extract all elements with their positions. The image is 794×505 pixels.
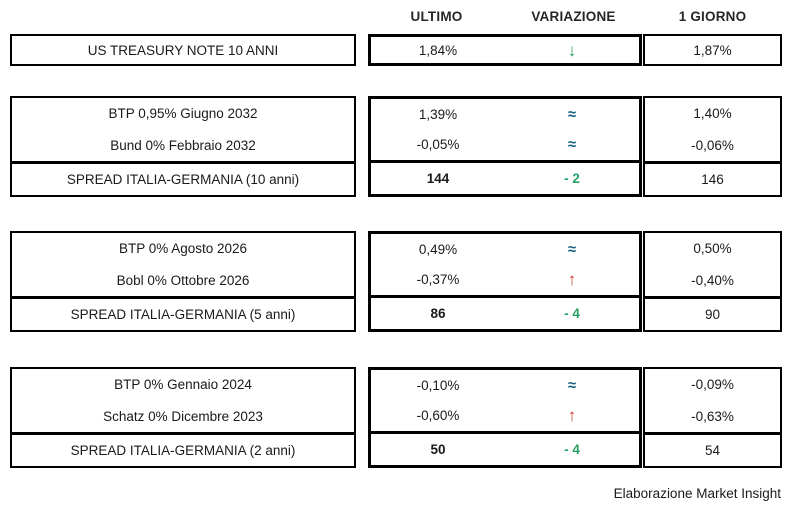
spread-ultimo-value: 144 <box>426 171 450 186</box>
giorno-value: 1,40% <box>693 106 732 122</box>
table-row <box>12 369 354 401</box>
spread-giorno-value: 90 <box>704 307 721 322</box>
spread-label: SPREAD ITALIA-GERMANIA (5 anni) <box>70 307 296 322</box>
section-us-treasury-values <box>368 34 642 66</box>
spread-row <box>645 161 780 195</box>
spread-row <box>645 432 780 466</box>
instrument-label: BTP 0% Agosto 2026 <box>118 241 248 257</box>
table-row <box>645 265 780 297</box>
instrument-label: US TREASURY NOTE 10 ANNI <box>87 42 279 58</box>
section-2anni-values <box>368 367 642 468</box>
table-row <box>12 401 354 433</box>
down-arrow-icon: ↓ <box>567 40 577 60</box>
spread-giorno-value: 146 <box>701 172 724 187</box>
instrument-label: Bobl 0% Ottobre 2026 <box>116 272 250 288</box>
table-row <box>645 130 780 162</box>
table-row <box>645 401 780 433</box>
section-10anni-labels <box>10 96 356 197</box>
column-header-variazione: VARIAZIONE <box>531 9 616 24</box>
approx-icon: ≈ <box>567 240 577 258</box>
table-row <box>12 265 354 297</box>
instrument-label: BTP 0,95% Giugno 2032 <box>108 106 258 122</box>
table-row <box>12 98 354 130</box>
ultimo-value: -0,05% <box>416 137 460 153</box>
giorno-value: -0,09% <box>691 377 734 393</box>
approx-icon: ≈ <box>567 376 577 394</box>
spread-row <box>12 296 354 330</box>
table-row <box>371 99 639 130</box>
section-5anni-labels <box>10 231 356 332</box>
giorno-value: -0,40% <box>691 272 734 288</box>
giorno-value: -0,63% <box>691 408 734 424</box>
table-row <box>12 130 354 162</box>
section-us-treasury-1giorno <box>643 34 782 66</box>
spread-label: SPREAD ITALIA-GERMANIA (10 anni) <box>66 172 300 187</box>
table-row <box>371 37 639 63</box>
table-row <box>371 130 639 161</box>
ultimo-value: -0,37% <box>416 272 460 288</box>
instrument-label: BTP 0% Gennaio 2024 <box>114 377 252 393</box>
spread-row <box>645 296 780 330</box>
section-10anni-1giorno <box>643 96 782 197</box>
section-5anni-1giorno <box>643 231 782 332</box>
section-2anni-labels <box>10 367 356 468</box>
up-arrow-icon: ↑ <box>567 270 577 290</box>
spread-row <box>371 431 639 465</box>
spread-row <box>371 160 639 194</box>
spread-variation-value: - 4 <box>564 442 580 457</box>
instrument-label: Schatz 0% Dicembre 2023 <box>103 408 263 424</box>
section-us-treasury-labels <box>10 34 356 66</box>
instrument-label: Bund 0% Febbraio 2032 <box>110 137 256 153</box>
giorno-value: 0,50% <box>693 241 732 257</box>
giorno-value: -0,06% <box>691 137 734 153</box>
table-row <box>645 36 780 64</box>
approx-icon: ≈ <box>567 136 577 154</box>
section-5anni-values <box>368 231 642 332</box>
spread-variation-value: - 4 <box>564 306 580 321</box>
spread-ultimo-value: 50 <box>430 442 446 457</box>
approx-icon: ≈ <box>567 105 577 123</box>
ultimo-value: -0,10% <box>416 377 460 393</box>
table-row <box>371 370 639 401</box>
ultimo-value: 0,49% <box>418 241 458 257</box>
spread-giorno-value: 54 <box>704 443 721 458</box>
spread-row <box>12 432 354 466</box>
source-note: Elaborazione Market Insight <box>613 486 781 501</box>
column-header-ultimo: ULTIMO <box>410 9 463 24</box>
table-row <box>12 36 354 64</box>
ultimo-value: -0,60% <box>416 408 460 424</box>
table-row <box>645 98 780 130</box>
table-row <box>645 233 780 265</box>
table-row <box>371 265 639 296</box>
table-row <box>645 369 780 401</box>
table-row <box>371 234 639 265</box>
table-row <box>12 233 354 265</box>
up-arrow-icon: ↑ <box>567 406 577 426</box>
ultimo-value: 1,84% <box>418 42 458 58</box>
section-2anni-1giorno <box>643 367 782 468</box>
ultimo-value: 1,39% <box>418 106 458 122</box>
section-10anni-values <box>368 96 642 197</box>
spread-ultimo-value: 86 <box>430 306 446 321</box>
spread-row <box>12 161 354 195</box>
giorno-value: 1,87% <box>693 42 732 58</box>
spread-label: SPREAD ITALIA-GERMANIA (2 anni) <box>70 443 296 458</box>
spread-variation-value: - 2 <box>564 171 580 186</box>
spread-row <box>371 295 639 329</box>
table-row <box>371 401 639 432</box>
column-header-1-giorno: 1 GIORNO <box>678 9 747 24</box>
